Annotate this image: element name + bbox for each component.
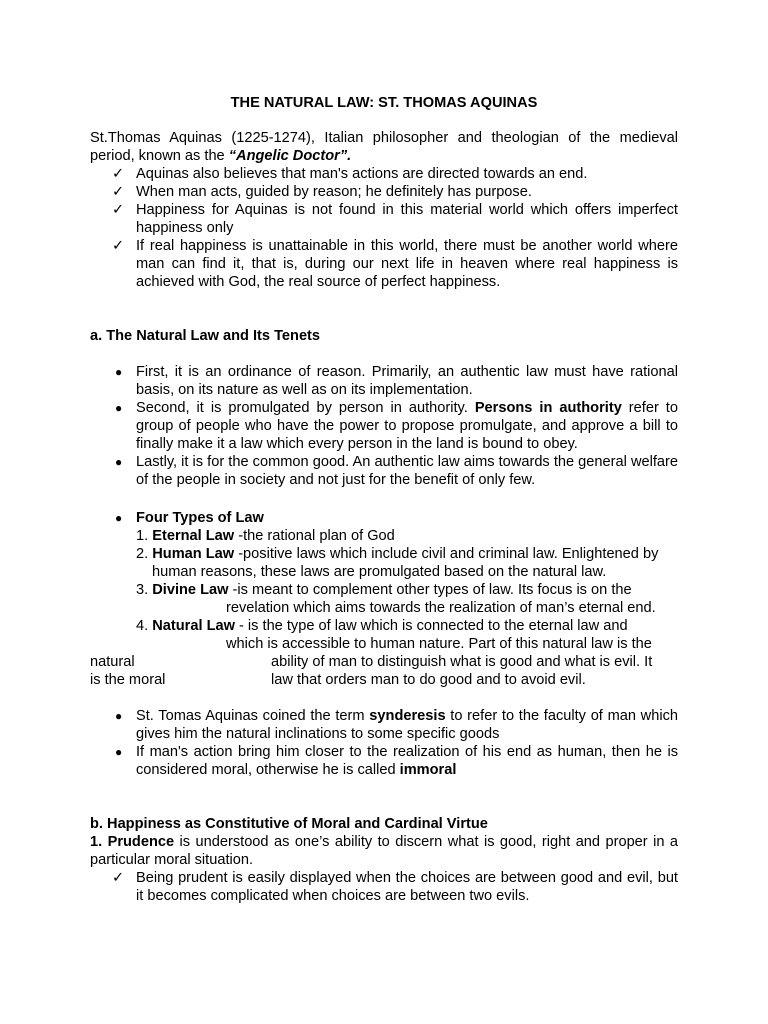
natural-law-line3-left: natural xyxy=(90,654,135,670)
immoral-term: immoral xyxy=(399,762,457,778)
natural-law-line4-right: law that orders man to do good and to avoid evil. xyxy=(271,672,586,688)
prudence-check-list xyxy=(90,869,678,905)
prudence-paragraph: 1. Prudence is understood as one’s ability to discern what is good, right and proper in a particular moral situation. xyxy=(90,834,678,868)
document-title: THE NATURAL LAW: ST. THOMAS AQUINAS xyxy=(230,95,538,111)
tenet-item: ● Second, it is promulgated by person in authority. Persons in authority refer to group of people who have the power to propose promulgate, and approve a bill to finally make it a law which every person in the land is bound to obey. xyxy=(115,400,678,452)
section-a-heading: a. The Natural Law and Its Tenets xyxy=(90,328,321,344)
check-item: ✓ If real happiness is unattainable in this world, there must be another world where man can find it, that is, during our next life in heaven where real happiness is achieved with God, the real source of perfect happiness. xyxy=(112,238,678,290)
divine-law-continuation: revelation which aims towards the realization of man’s eternal end. xyxy=(226,600,656,616)
bullet-icon: ● xyxy=(115,455,123,469)
bullet-icon: ● xyxy=(115,745,123,759)
four-types-heading-wrapper xyxy=(90,509,678,527)
tenets-list-wrapper xyxy=(90,363,678,489)
natural-law-line: 4. Natural Law - is the type of law which is connected to the eternal law and xyxy=(136,618,628,634)
natural-law-line4-left: is the moral xyxy=(90,672,166,688)
intro-check-list xyxy=(90,165,678,291)
moral-item: ● If man's action bring him closer to the realization of his end as human, then he is considered moral, otherwise he is called immoral xyxy=(115,744,678,778)
check-item: ✓ Happiness for Aquinas is not found in this material world which offers imperfect happiness only xyxy=(112,202,678,236)
check-item: ✓ Aquinas also believes that man's actions are directed towards an end. xyxy=(112,166,588,182)
four-types-heading: ● Four Types of Law xyxy=(115,510,264,526)
natural-law-continuation: which is accessible to human nature. Part of this natural law is the xyxy=(226,636,652,652)
tenets-list xyxy=(90,363,678,489)
intro-paragraph: St.Thomas Aquinas (1225-1274), Italian philosopher and theologian of the medieval period, known as the “Angelic Doctor”. xyxy=(90,130,678,164)
intro-section xyxy=(90,129,678,291)
persons-in-authority-term: Persons in authority xyxy=(474,400,622,416)
bullet-icon: ● xyxy=(115,709,123,723)
prudence-check-wrapper xyxy=(90,869,678,905)
tenet-item: ● Lastly, it is for the common good. An authentic law aims towards the general welfare of the people in society and not just for the benefit of only few. xyxy=(115,454,678,488)
check-icon: ✓ xyxy=(112,166,125,182)
eternal-law-line: 1. Eternal Law -the rational plan of God xyxy=(136,528,395,544)
synderesis-item: ● St. Tomas Aquinas coined the term synderesis to refer to the faculty of man which gives him the natural inclinations to some specific goods xyxy=(115,708,678,742)
check-item: ✓ When man acts, guided by reason; he definitely has purpose. xyxy=(112,184,532,200)
synderesis-list-wrapper xyxy=(90,707,678,779)
synderesis-term: synderesis xyxy=(369,708,446,724)
natural-law-line3-right: ability of man to distinguish what is good and what is evil. It xyxy=(271,654,653,670)
check-icon: ✓ xyxy=(112,202,125,218)
divine-law-line: 3. Divine Law -is meant to complement other types of law. Its focus is on the xyxy=(136,582,632,598)
human-law-line: 2. Human Law -positive laws which include civil and criminal law. Enlightened by xyxy=(136,546,659,562)
check-icon: ✓ xyxy=(112,184,125,200)
section-b-heading: b. Happiness as Constitutive of Moral and Cardinal Virtue xyxy=(90,816,488,832)
check-icon: ✓ xyxy=(112,870,125,886)
human-law-continuation: human reasons, these laws are promulgated based on the natural law. xyxy=(152,564,607,580)
check-icon: ✓ xyxy=(112,238,125,254)
bullet-icon: ● xyxy=(115,511,123,525)
prudence-term: 1. Prudence xyxy=(90,834,175,850)
angelic-doctor-emphasis: “Angelic Doctor”. xyxy=(228,148,352,164)
check-item: ✓ Being prudent is easily displayed when the choices are between good and evil, but it becomes complicated when choices are between two evils. xyxy=(112,870,678,904)
tenet-item: ● First, it is an ordinance of reason. Primarily, an authentic law must have rational basis, on its nature as well as on its implementation. xyxy=(115,364,678,398)
synderesis-list xyxy=(90,707,678,779)
bullet-icon: ● xyxy=(115,401,123,415)
bullet-icon: ● xyxy=(115,365,123,379)
